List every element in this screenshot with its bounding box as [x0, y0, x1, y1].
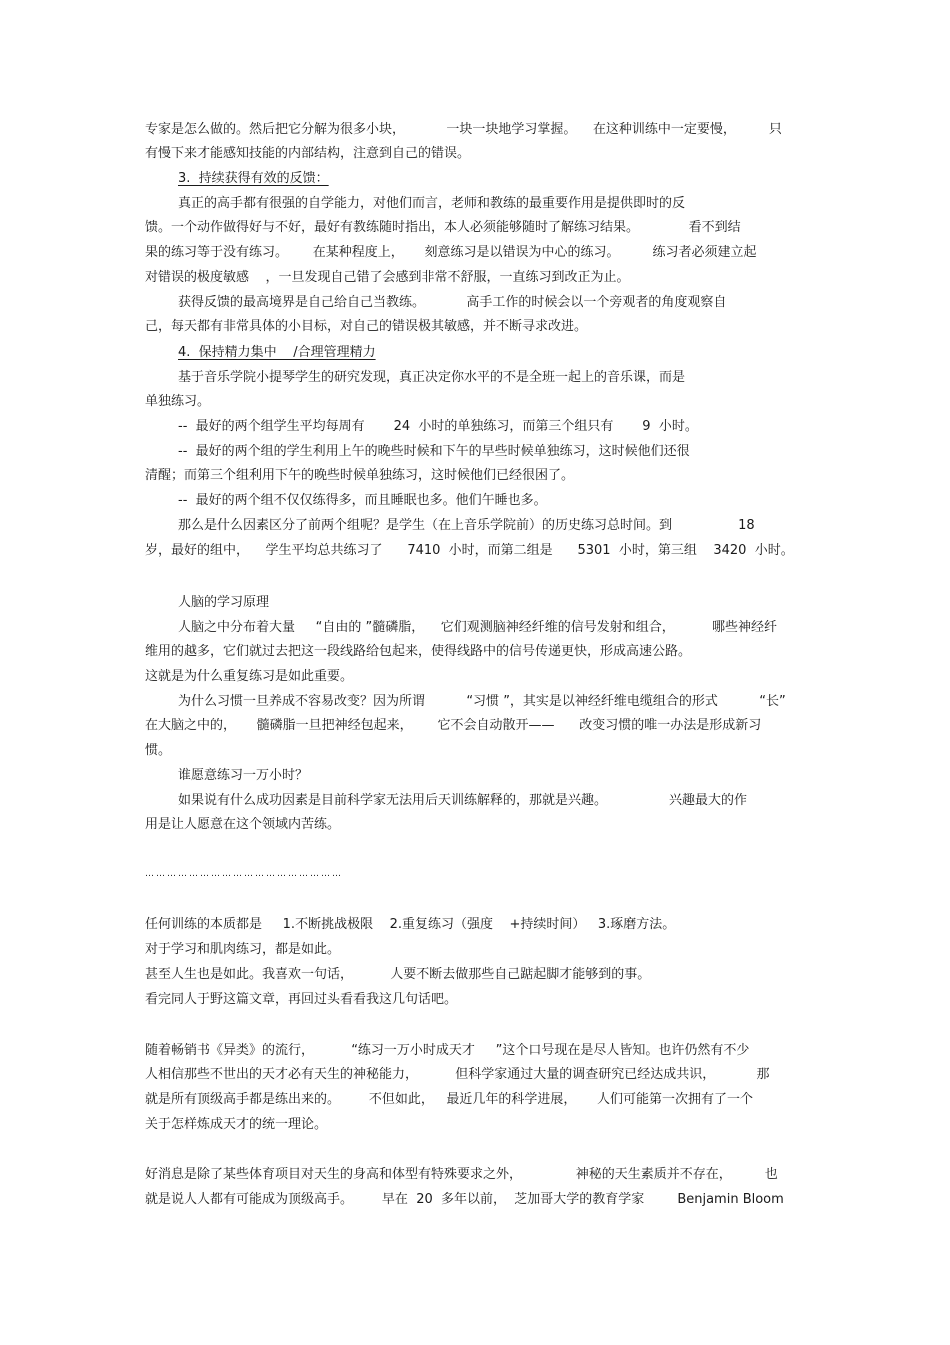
text-line-4: 真正的高手都有很强的自学能力，对他们而言，老师和教练的最重要作用是提供即时的反	[178, 196, 686, 211]
text-line-12: 单独练习。	[145, 394, 211, 409]
bullet-line-1: -- 最好的两个组学生平均每周有 24 小时的单独练习，而第三个组只有 9 小时。	[178, 419, 698, 434]
text-line-1: 专家是怎么做的。然后把它分解为很多小块， 一块一块地学习掌握。 在这种训练中一定要慢， 只	[145, 122, 782, 137]
text-line-21: 维用的越多，它们就过去把这一段线路给包起来，使得线路中的信号传递更快，形成高速公路。	[145, 644, 692, 659]
text-line-9: 己，每天都有非常具体的小目标，对自己的错误极其敏感，并不断寻求改进。	[145, 319, 588, 334]
section-heading-feedback: 3. 持续获得有效的反馈：	[178, 171, 329, 186]
text-line-30: 任何训练的本质都是 1.不断挑战极限 2.重复练习（强度 +持续时间） 3.琢磨方法。	[145, 917, 676, 932]
text-line-35: 人相信那些不世出的天才必有天生的神秘能力， 但科学家通过大量的调查研究已经达成共识， 那	[145, 1067, 770, 1082]
text-line-5: 馈。一个动作做得好与不好，最好有教练随时指出，本人必须能够随时了解练习结果。 看不到结	[145, 220, 741, 235]
dotted-separator: ………………………………………………	[145, 869, 343, 879]
text-line-15: 清醒；而第三个组利用下午的晚些时候单独练习，这时候他们已经很困了。	[145, 468, 575, 483]
subheading-ten-thousand-hours: 谁愿意练习一万小时？	[178, 768, 309, 783]
text-line-38: 好消息是除了某些体育项目对天生的身高和体型有特殊要求之外， 神秘的天生素质并不存在， 也	[145, 1167, 778, 1182]
subheading-brain-learning: 人脑的学习原理	[178, 595, 270, 610]
bullet-line-2: -- 最好的两个组的学生利用上午的晚些时候和下午的早些时候单独练习，这时候他们还很	[178, 444, 690, 459]
bullet-line-3: -- 最好的两个组不仅仅练得多，而且睡眠也多。他们午睡也多。	[178, 493, 547, 508]
text-line-17: 那么是什么因素区分了前两个组呢？是学生（在上音乐学院前）的历史练习总时间。到 18	[178, 518, 755, 533]
text-line-22: 这就是为什么重复练习是如此重要。	[145, 669, 354, 684]
text-line-32: 甚至人生也是如此。我喜欢一句话， 人要不断去做那些自己踮起脚才能够到的事。	[145, 967, 651, 982]
text-line-23: 为什么习惯一旦养成不容易改变？因为所谓 “习惯 ”，其实是以神经纤维电缆组合的形式 “长”	[178, 694, 786, 709]
text-line-39: 就是说人人都有可能成为顶级高手。 早在 20 多年以前， 芝加哥大学的教育学家 Benjamin Bloom	[145, 1192, 784, 1207]
text-line-20: 人脑之中分布着大量 “自由的 ”髓磷脂， 它们观测脑神经纤维的信号发射和组合， 哪些神经纤	[178, 620, 777, 635]
text-line-34: 随着畅销书《异类》的流行， “练习一万小时成天才 ”这个口号现在是尽人皆知。也许仍然有不少	[145, 1043, 750, 1058]
text-line-33: 看完同人于野这篇文章，再回过头看看我这几句话吧。	[145, 992, 458, 1007]
text-line-37: 关于怎样炼成天才的统一理论。	[145, 1117, 328, 1132]
text-line-27: 如果说有什么成功因素是目前科学家无法用后天训练解释的，那就是兴趣。 兴趣最大的作	[178, 793, 747, 808]
text-line-18: 岁，最好的组中， 学生平均总共练习了 7410 小时，而第二组是 5301 小时，第三组 3420 小时。	[145, 543, 794, 558]
text-line-8: 获得反馈的最高境界是自己给自己当教练。 高手工作的时候会以一个旁观者的角度观察自	[178, 295, 727, 310]
text-line-6: 果的练习等于没有练习。 在某种程度上， 刻意练习是以错误为中心的练习。 练习者必须建立起	[145, 245, 757, 260]
text-line-7: 对错误的极度敏感 ，一旦发现自己错了会感到非常不舒服，一直练习到改正为止。	[145, 270, 630, 285]
text-line-36: 就是所有顶级高手都是练出来的。 不但如此， 最近几年的科学进展， 人们可能第一次拥有了一个	[145, 1092, 753, 1107]
text-line-11: 基于音乐学院小提琴学生的研究发现，真正决定你水平的不是全班一起上的音乐课，而是	[178, 370, 686, 385]
text-line-28: 用是让人愿意在这个领域内苦练。	[145, 817, 341, 832]
text-line-25: 惯。	[145, 743, 172, 758]
text-line-24: 在大脑之中的， 髓磷脂一旦把神经包起来， 它不会自动散开—— 改变习惯的唯一办法是形成新习	[145, 718, 762, 733]
text-line-2: 有慢下来才能感知技能的内部结构，注意到自己的错误。	[145, 146, 471, 161]
text-line-31: 对于学习和肌肉练习，都是如此。	[145, 942, 341, 957]
section-heading-focus: 4. 保持精力集中 /合理管理精力	[178, 345, 376, 360]
